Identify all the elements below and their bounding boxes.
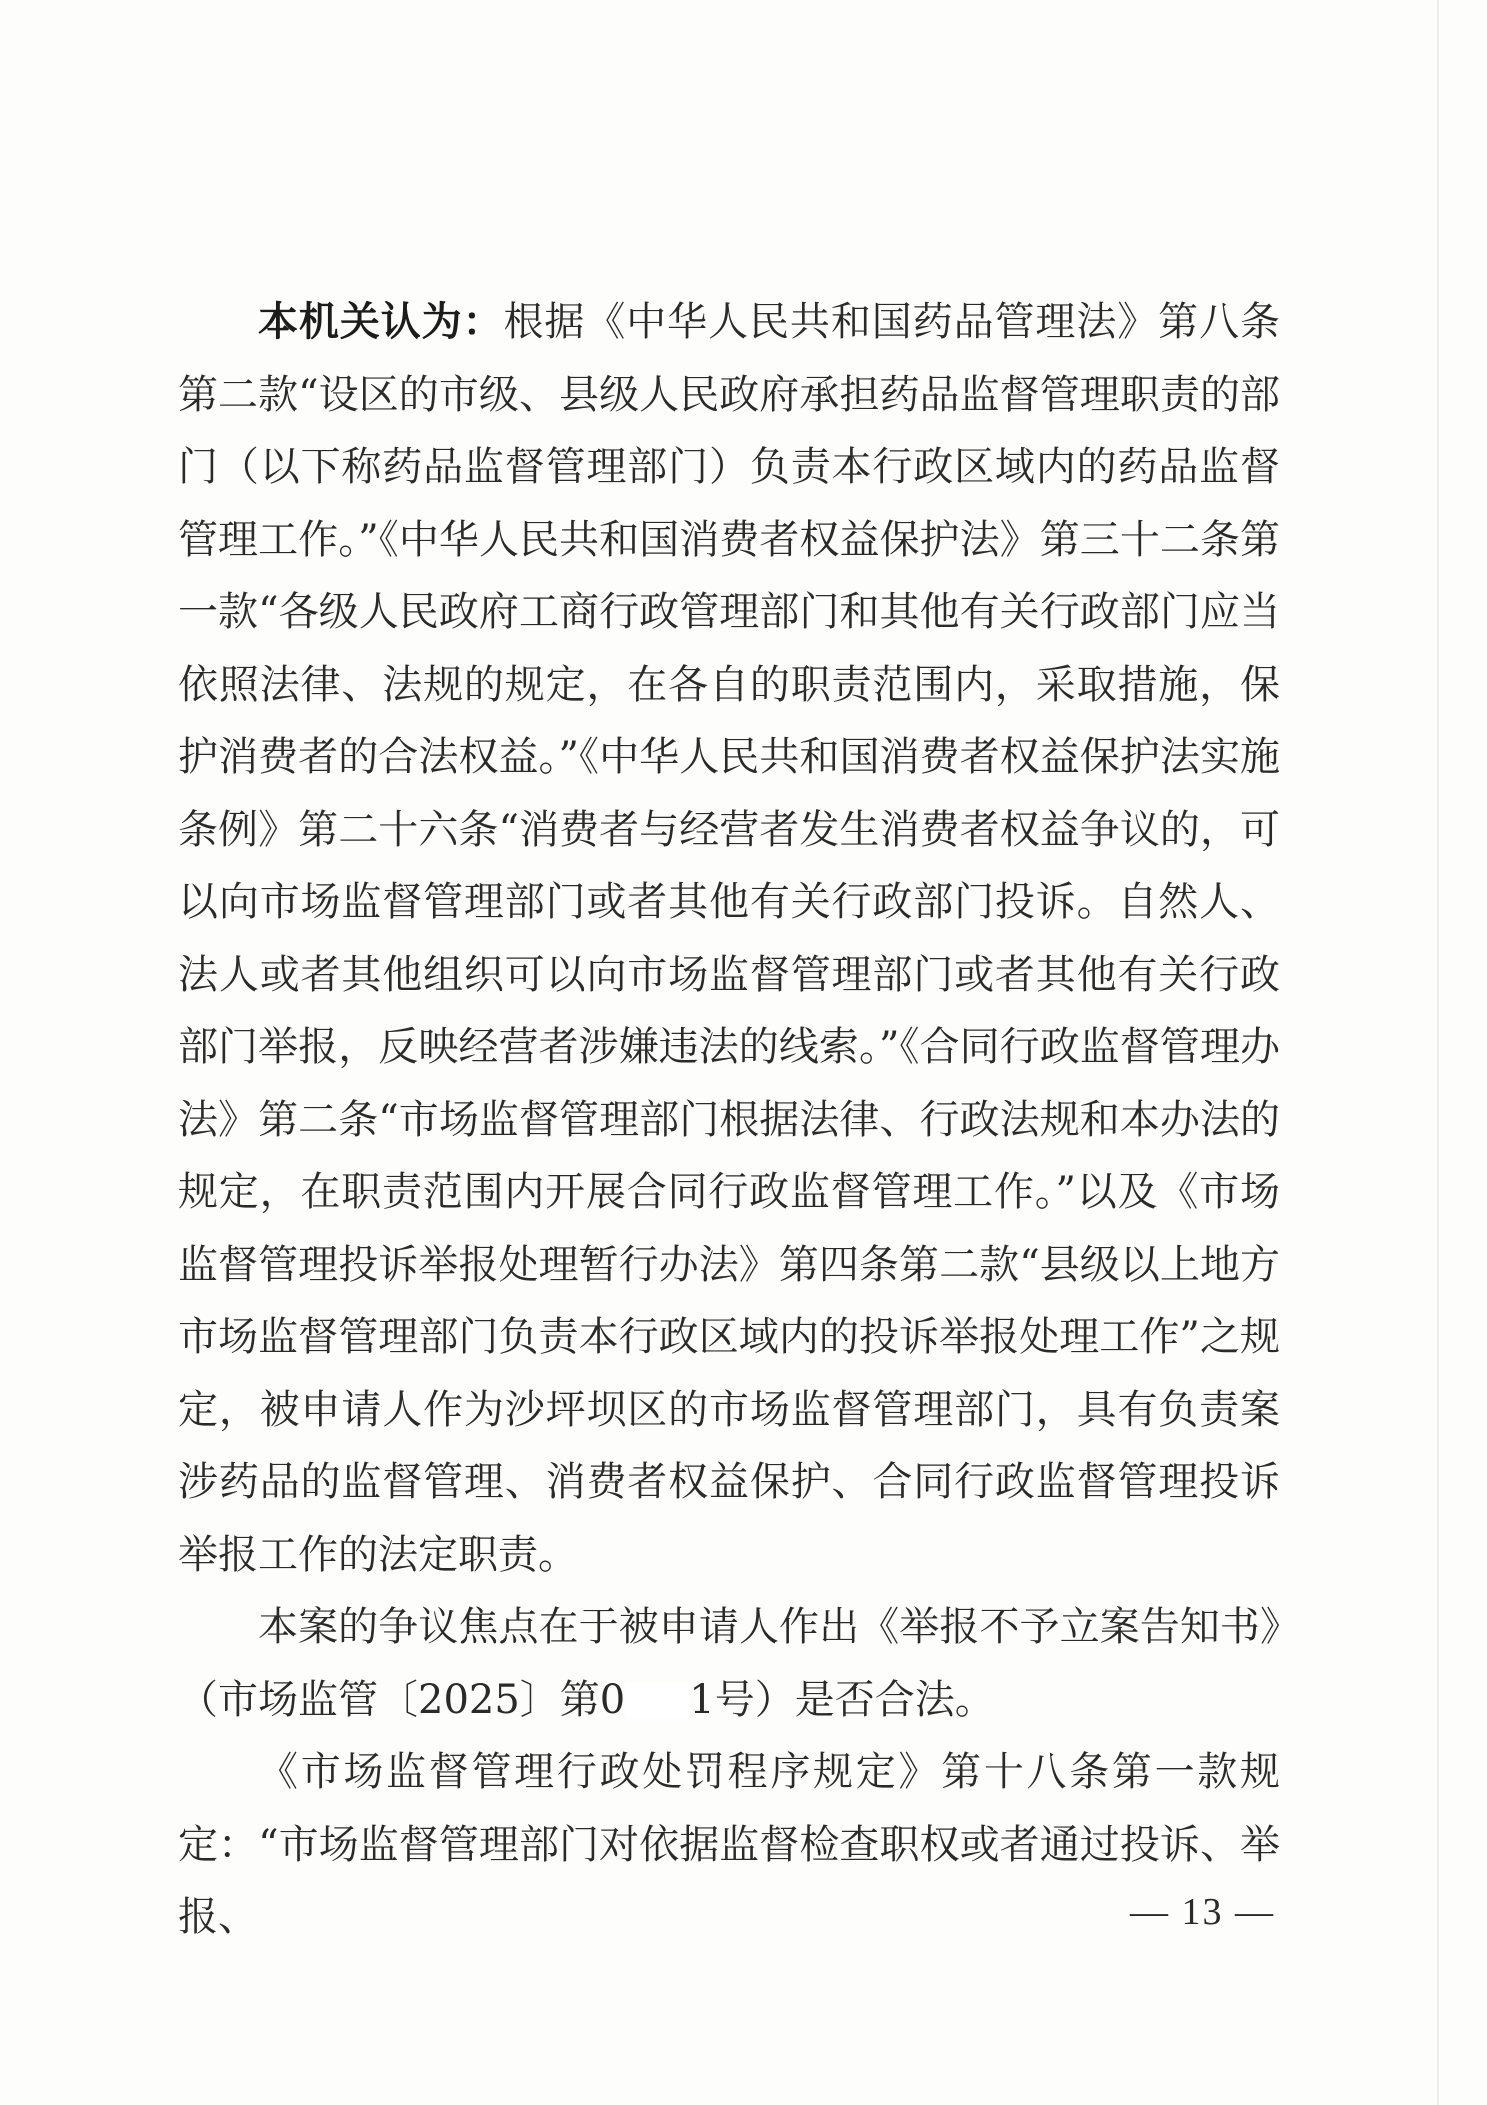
paragraph-authority-opinion [178,286,1280,1591]
paragraph-text: 《市场监督管理行政处罚程序规定》第十八条第一款规定：“市场监督管理部门对依据监督检查职权或者通过投诉、举报、 [178,1749,1280,1940]
document-body [178,286,1280,1954]
paragraph-text-before-redaction: 本案的争议焦点在于被申请人作出《举报不予立案告知书》（市场监管〔2025〕第0 [178,1604,1280,1723]
redaction-block [625,1683,689,1719]
scan-edge-line [1437,0,1439,2105]
paragraph-procedure-rules [178,1736,1280,1954]
paragraph-lead-heading: 本机关认为： [258,299,504,345]
paragraph-dispute-focus [178,1591,1280,1736]
page-number: — 13 — [1130,1891,1275,1933]
paragraph-text: 根据《中华人民共和国药品管理法》第八条第二款“设区的市级、县级人民政府承担药品监督管理职责的部门（以下称药品监督管理部门）负责本行政区域内的药品监督管理工作。”《中华人民共和国消费者权益保护法》第三十二条第一款“各级人民政府工商行政管理部门和其他有关行政部门应当依照法律、法规的规定，在各自的职责范围内，采取措施，保护消费者的合法权益。”《中华人民共和国消费者权益保护法实施条例》第二十六条“消费者与经营者发生消费者权益争议的，可以向市场监督管理部门或者其他有关行政部门投诉。自然人、法人或者其他组织可以向市场监督管理部门或者其他有关行政部门举报，反映经营者涉嫌违法的线索。”《合同行政监督管理办法》第二条“市场监督管理部门根据法律、行政法规和本办法的规定，在职责范围内开展合同行政监督管理工作。”以及《市场监督管理投诉举报处理暂行办法》第四条第二款“县级以上地方市场监督管理部门负责本行政区域内的投诉举报处理工作”之规定，被申请人作为沙坪坝区的市场监督管理部门，具有负责案涉药品的监督管理、消费者权益保护、合同行政监督管理投诉举报工作的法定职责。 [178,299,1280,1578]
paragraph-text-after-redaction: 1号）是否合法。 [689,1676,995,1723]
